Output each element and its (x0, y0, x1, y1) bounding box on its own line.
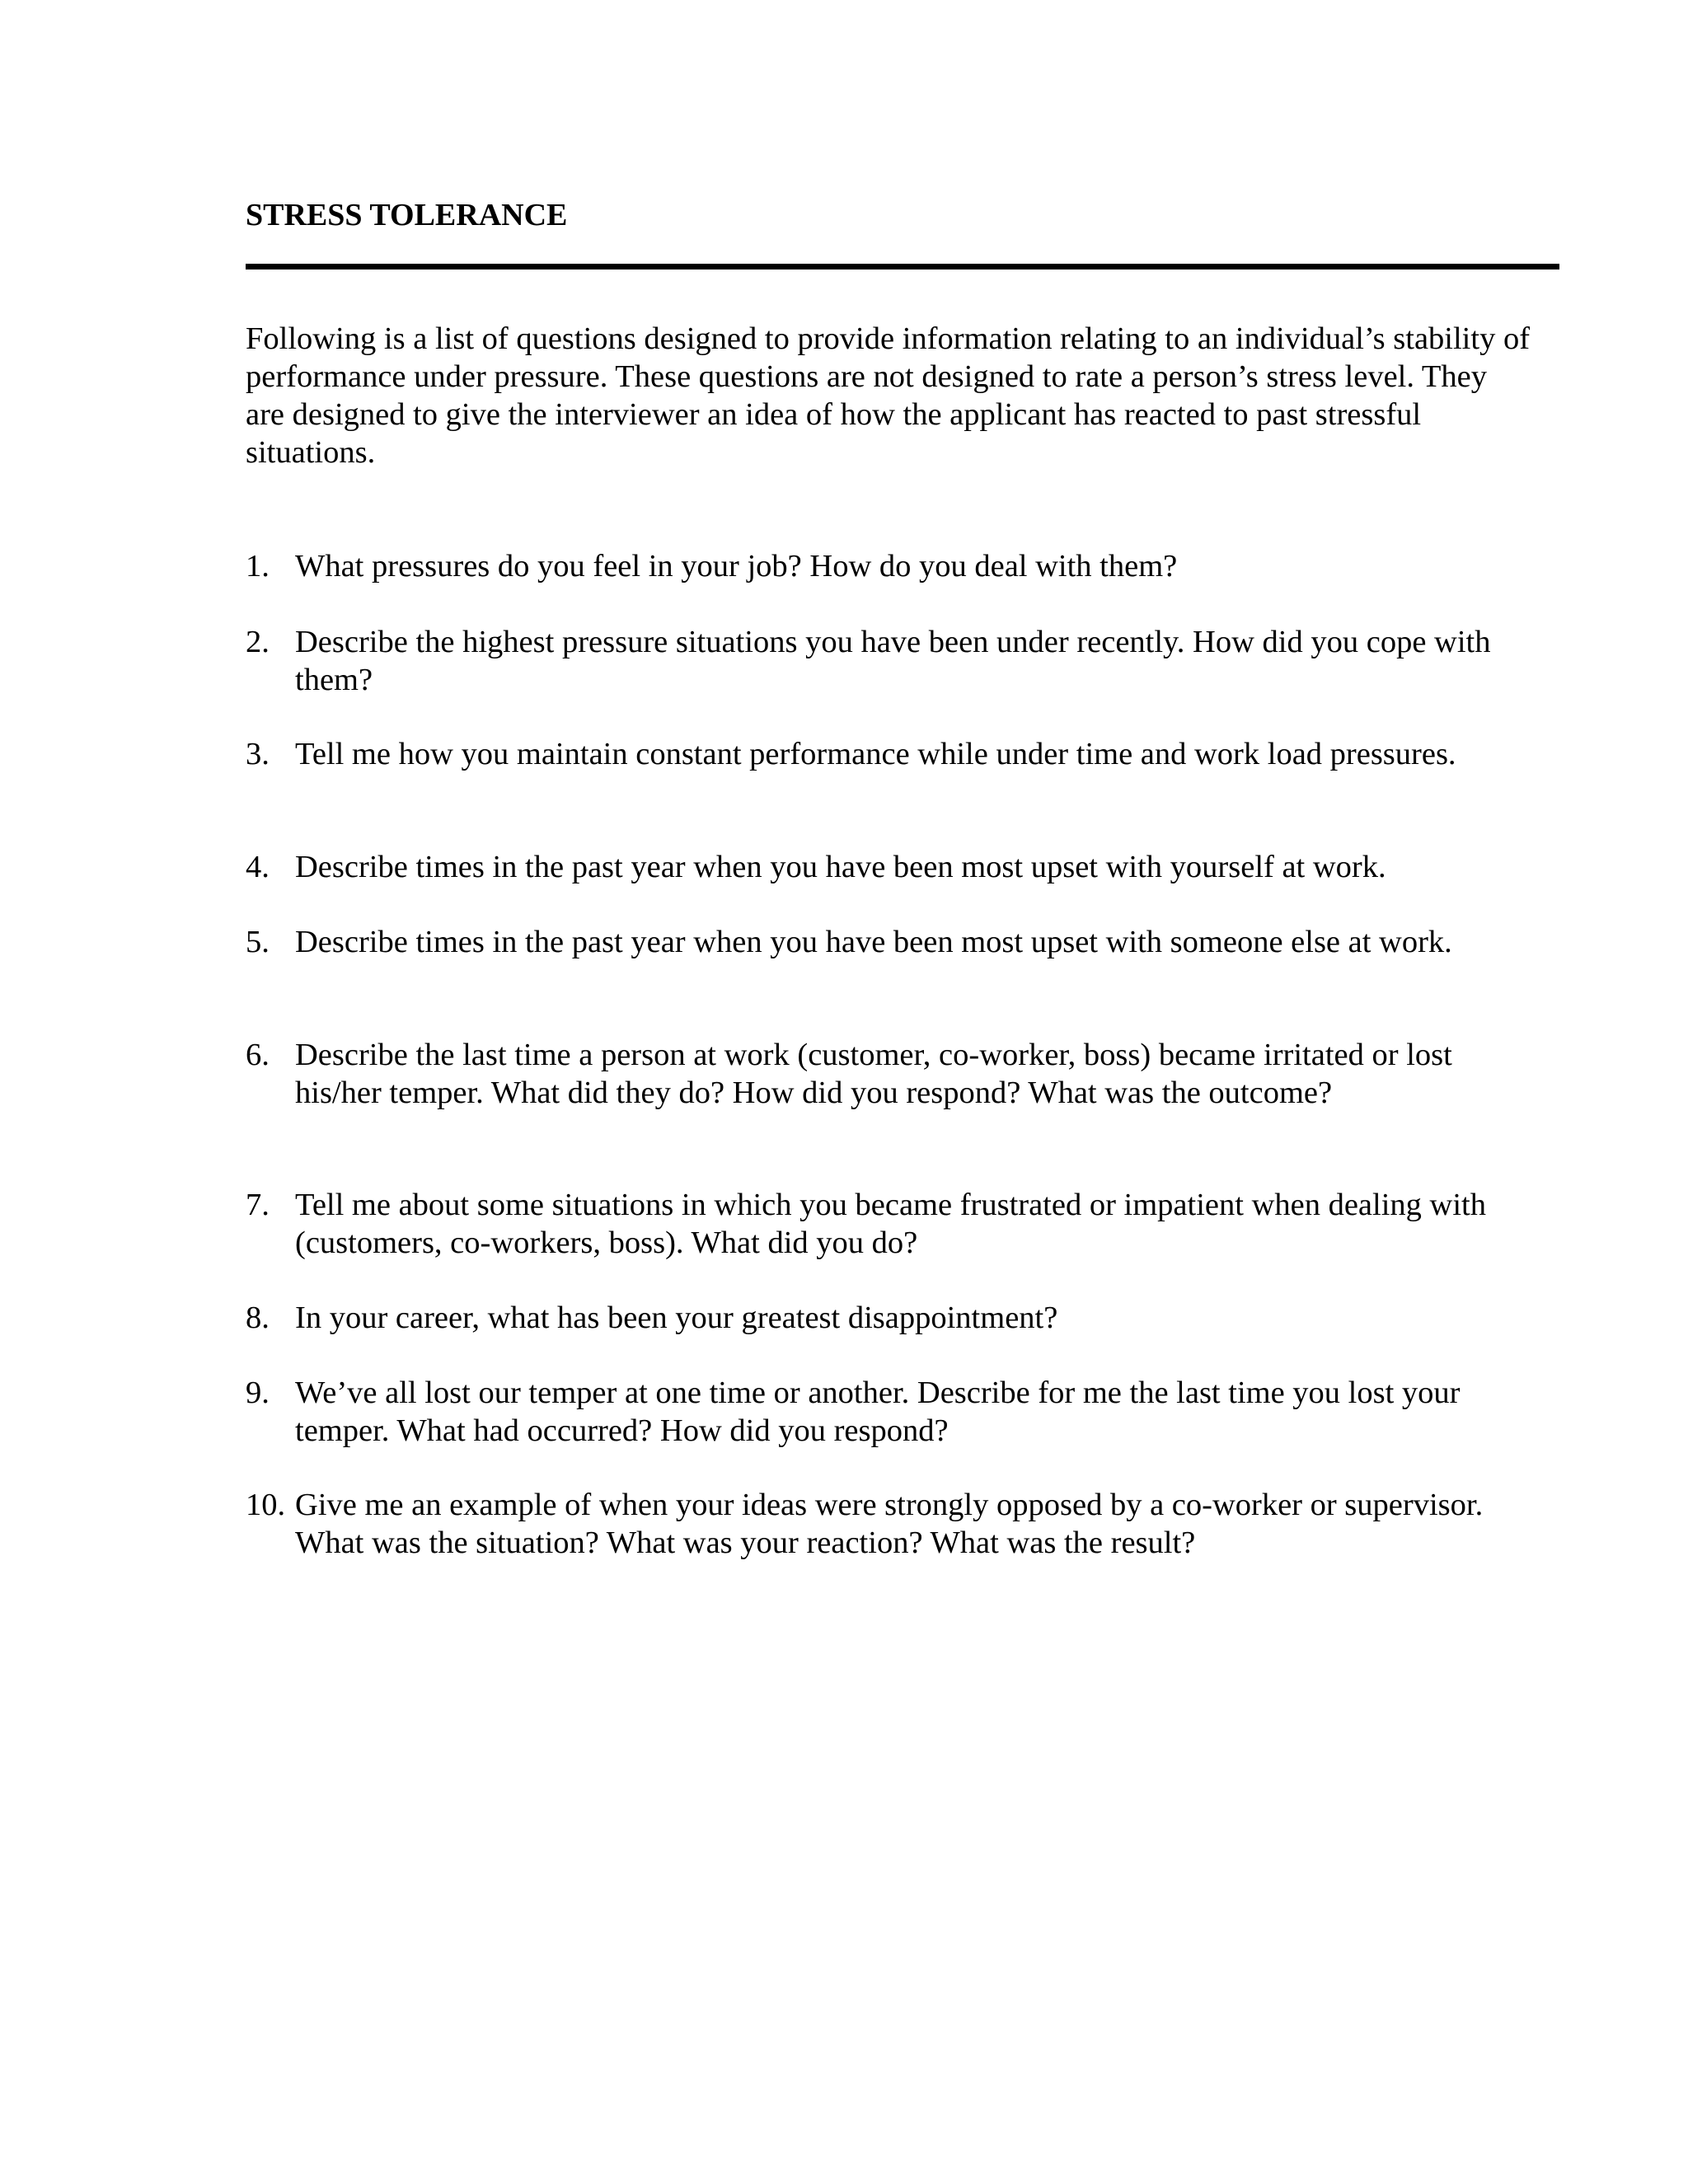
question-item (246, 1036, 1548, 1112)
question-item (246, 1486, 1548, 1562)
question-text: Describe the last time a person at work (customer, co-worker, boss) became irritated or lost his/her temper. What did they do? How did you respond? What was the outcome? (295, 1038, 1452, 1110)
question-text: We’ve all lost our temper at one time or another. Describe for me the last time you lost your temper. What had occurred? How did you respond? (295, 1376, 1461, 1448)
question-item (246, 735, 1548, 773)
title-divider (246, 264, 1559, 269)
question-item (246, 1186, 1548, 1262)
question-text: Give me an example of when your ideas were strongly opposed by a co-worker or supervisor. What was the situation? What was your reaction? What was the result? (295, 1488, 1484, 1560)
question-item (246, 547, 1548, 585)
question-number: 10. (246, 1488, 286, 1522)
intro-paragraph: Following is a list of questions designed to provide information relating to an individual’s stability of performance under pressure. These questions are not designed to rate a person’s stress level. They are designed to give the interviewer an idea of how the applicant has reacted to past stressful situations. (246, 321, 1531, 470)
question-text: Describe times in the past year when you have been most upset with yourself at work. (295, 850, 1386, 884)
question-item (246, 1374, 1548, 1450)
question-item (246, 1299, 1548, 1337)
question-text: Tell me about some situations in which you became frustrated or impatient when dealing with (customers, co-workers, boss). What did you do? (295, 1188, 1486, 1260)
question-text: What pressures do you feel in your job? How do you deal with them? (295, 549, 1178, 583)
question-number: 3. (246, 737, 270, 771)
question-text: In your career, what has been your greatest disappointment? (295, 1301, 1058, 1335)
question-number: 7. (246, 1188, 270, 1222)
question-text: Describe times in the past year when you have been most upset with someone else at work. (295, 925, 1452, 959)
question-number: 5. (246, 925, 270, 959)
question-item (246, 923, 1548, 961)
question-number: 4. (246, 850, 270, 884)
question-number: 1. (246, 549, 270, 583)
document-title: STRESS TOLERANCE (246, 198, 568, 232)
question-text: Describe the highest pressure situations you have been under recently. How did you cope with them? (295, 625, 1491, 697)
question-item (246, 848, 1548, 886)
question-item (246, 623, 1548, 699)
question-number: 8. (246, 1301, 270, 1335)
question-text: Tell me how you maintain constant performance while under time and work load pressures. (295, 737, 1456, 771)
question-number: 9. (246, 1376, 270, 1410)
question-number: 2. (246, 625, 270, 659)
question-number: 6. (246, 1038, 270, 1072)
